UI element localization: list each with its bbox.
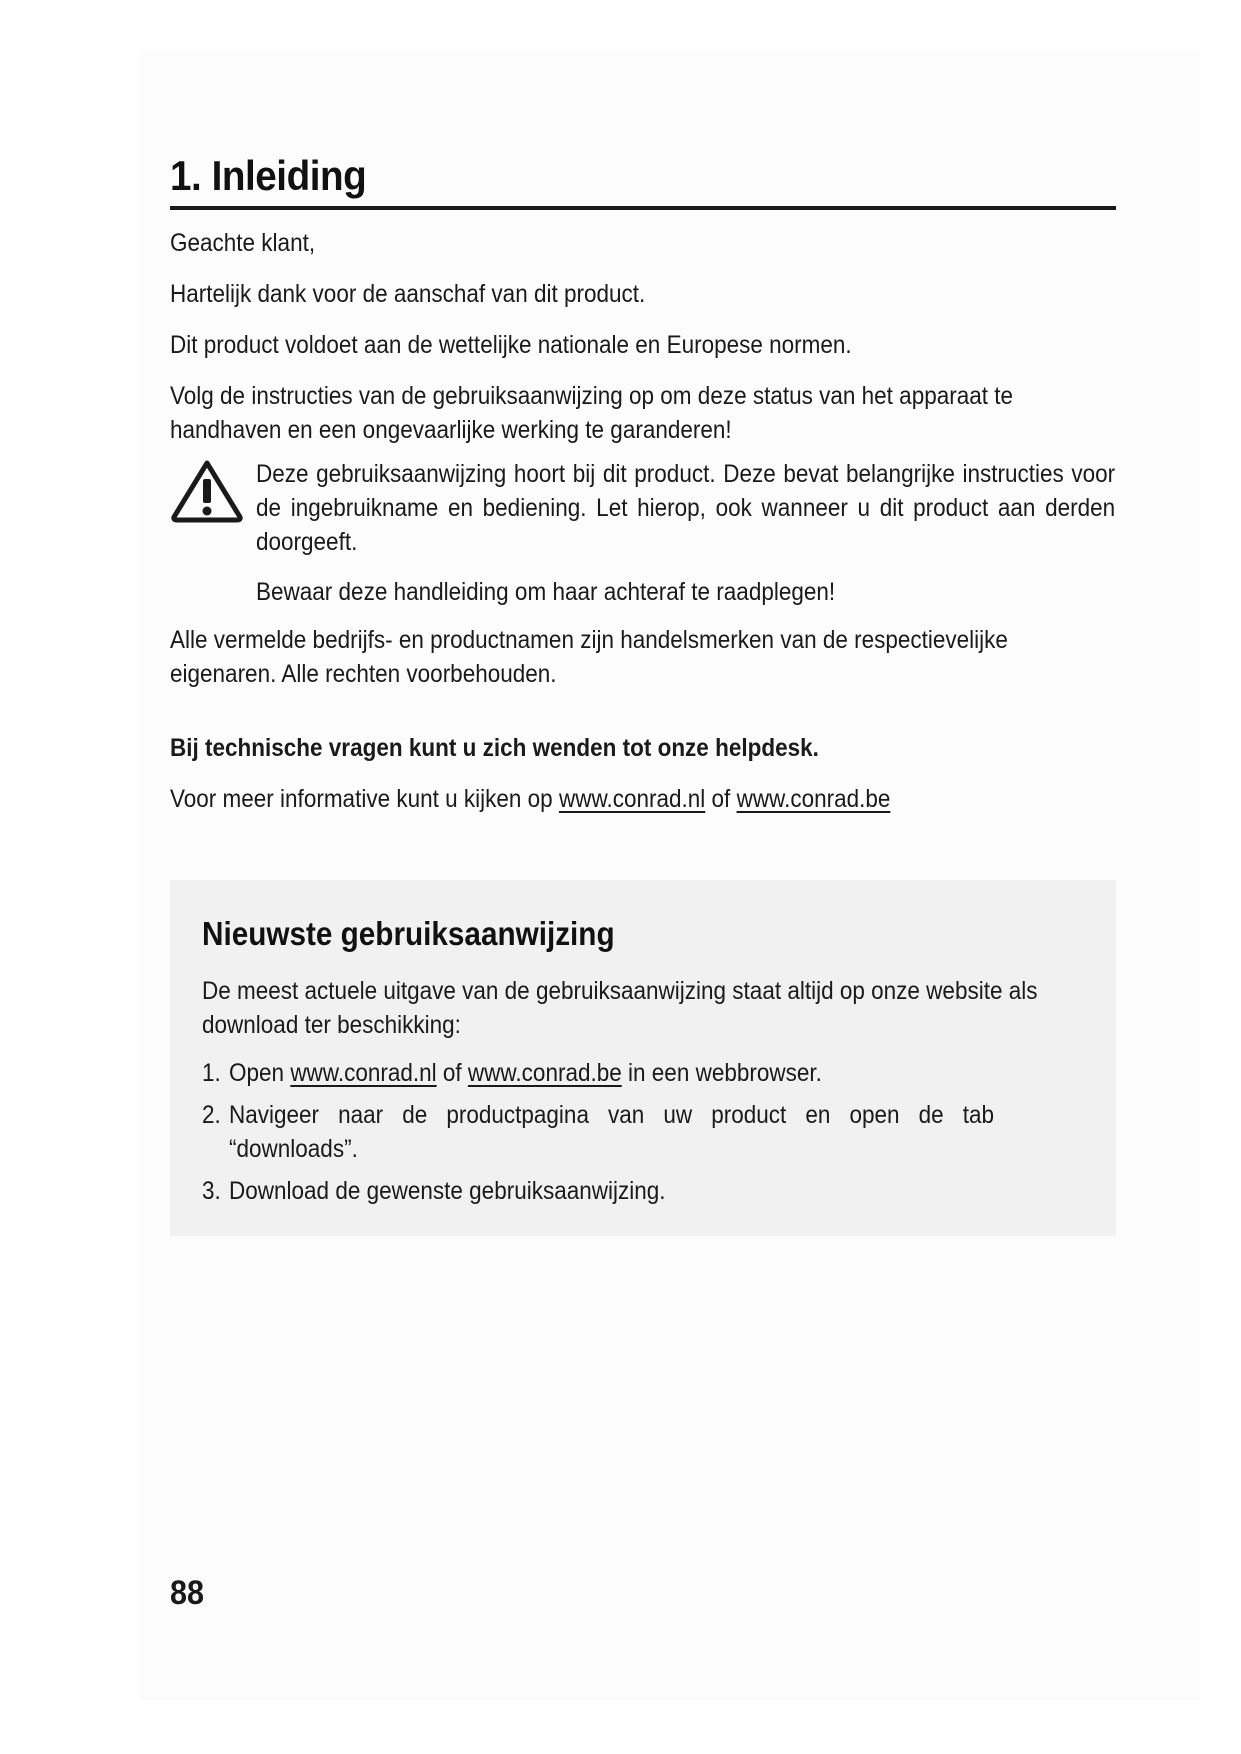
- keep-manual-text: Bewaar deze handleiding om haar achteraf te raadplegen!: [256, 578, 836, 606]
- salutation: Geachte klant,: [170, 229, 316, 257]
- step-number: 3.: [202, 1177, 221, 1205]
- norms-text: Dit product voldoet aan de wettelijke nationale en Europese normen.: [170, 331, 852, 359]
- steps-list: [202, 1056, 1082, 1208]
- or-text: of: [711, 785, 731, 813]
- list-item: [202, 1098, 1082, 1166]
- list-item: [202, 1056, 1082, 1090]
- latest-manual-box: [170, 880, 1116, 1236]
- step-prefix: Open: [229, 1059, 285, 1087]
- more-info-line: [170, 782, 1115, 816]
- conrad-nl-link[interactable]: www.conrad.nl: [558, 785, 706, 813]
- conrad-be-link[interactable]: www.conrad.be: [736, 785, 891, 813]
- step-conrad-be-link[interactable]: www.conrad.be: [467, 1059, 622, 1087]
- instructions-text: Volg de instructies van de gebruiksaanwijzing op om deze status van het apparaat te handhaven en een ongevaarlijke werking te garanderen!: [170, 382, 1014, 444]
- step-conrad-nl-link[interactable]: www.conrad.nl: [290, 1059, 437, 1087]
- step-suffix: in een webbrowser.: [628, 1059, 822, 1087]
- page-number: 88: [170, 1574, 205, 1612]
- step-text: Download de gewenste gebruiksaanwijzing.: [229, 1177, 666, 1205]
- step-number: 2.: [202, 1101, 221, 1129]
- intro-section: [170, 150, 1116, 833]
- step-number: 1.: [202, 1059, 221, 1087]
- latest-manual-description: De meest actuele uitgave van de gebruiksaanwijzing staat altijd op onze website als download ter beschikking:: [202, 977, 1038, 1039]
- warning-block: [170, 457, 1116, 609]
- step-text: Navigeer naar de productpagina van uw product en open de tab “downloads”.: [229, 1101, 994, 1163]
- list-item: [202, 1174, 1082, 1208]
- step-or-text: of: [442, 1059, 462, 1087]
- helpdesk-text: Bij technische vragen kunt u zich wenden tot onze helpdesk.: [170, 734, 819, 762]
- warning-text: Deze gebruiksaanwijzing hoort bij dit product. Deze bevat belangrijke instructies voor de ingebruikname en bediening. Let hierop, ook wanneer u dit product aan derden doorgeeft.: [256, 460, 1116, 556]
- warning-triangle-icon: [170, 457, 256, 528]
- more-info-prefix: Voor meer informative kunt u kijken op: [170, 785, 553, 813]
- thanks-text: Hartelijk dank voor de aanschaf van dit product.: [170, 280, 646, 308]
- trademarks-text: Alle vermelde bedrijfs- en productnamen zijn handelsmerken van de respectievelijke eigenaren. Alle rechten voorbehouden.: [170, 626, 1008, 688]
- title-rule: [170, 206, 1116, 210]
- latest-manual-title: Nieuwste gebruiksaanwijzing: [202, 915, 615, 952]
- section-title: 1. Inleiding: [170, 152, 367, 199]
